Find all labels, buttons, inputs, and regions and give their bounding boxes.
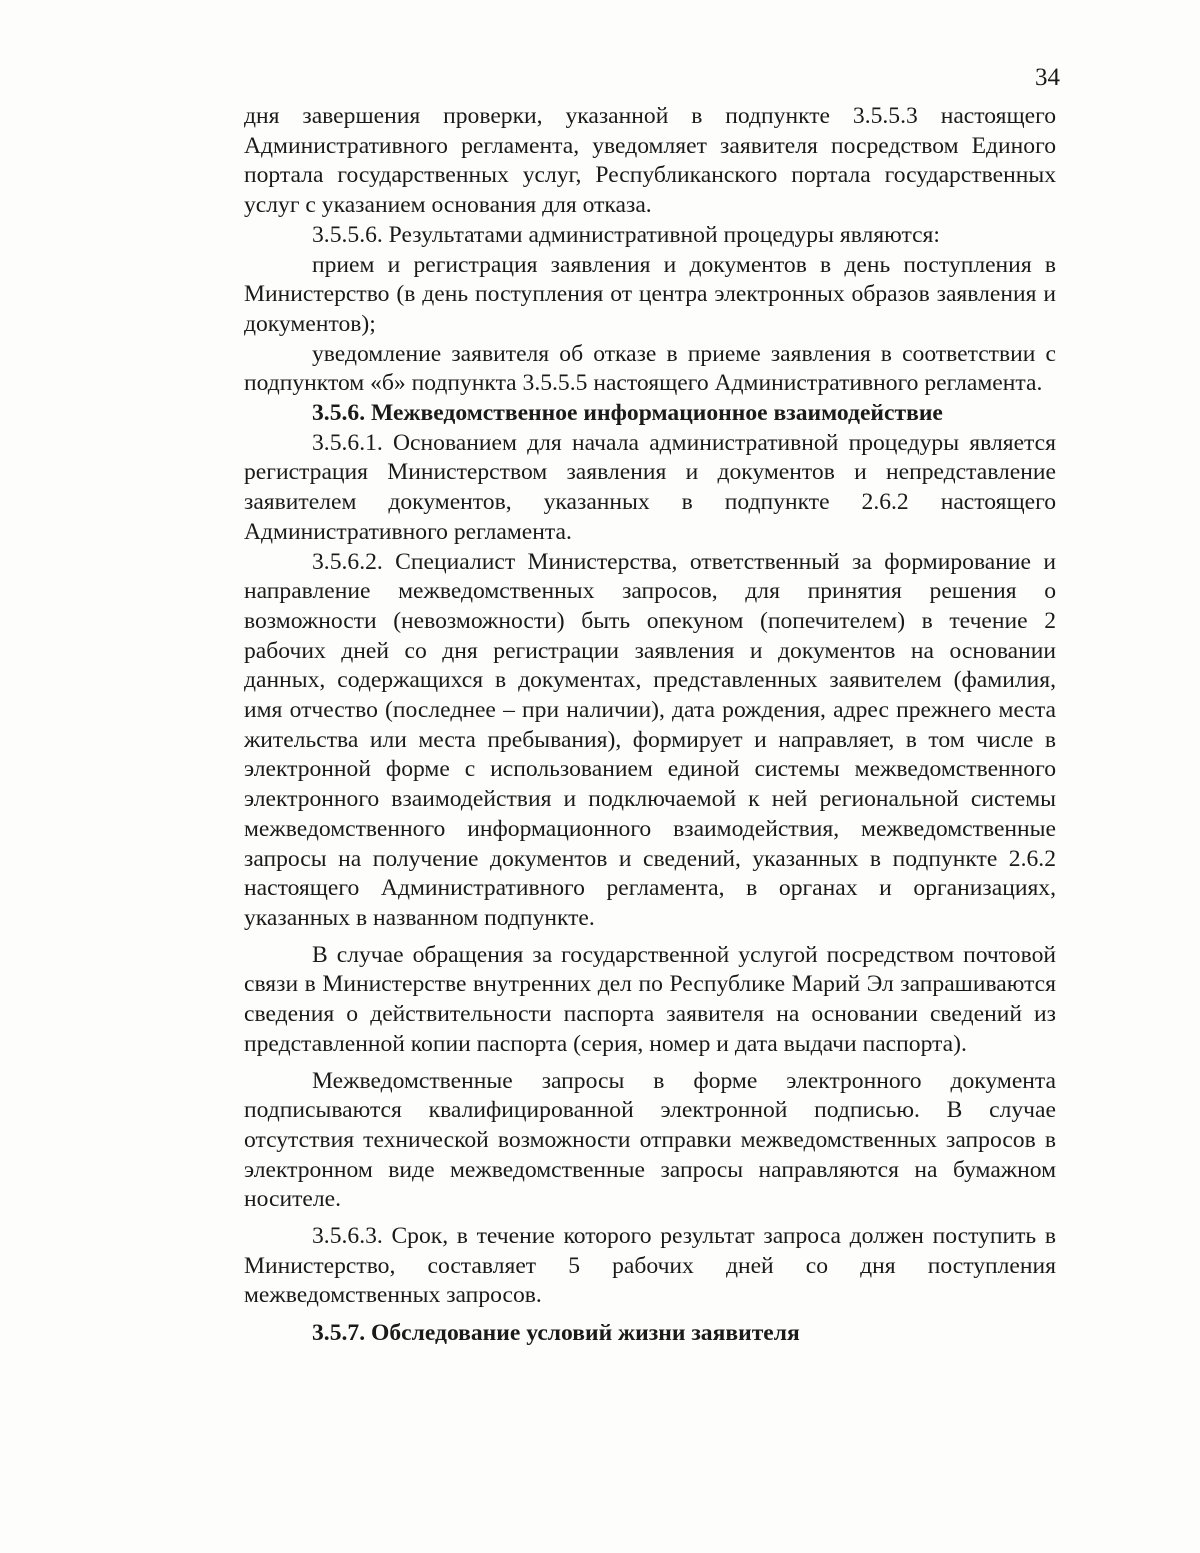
paragraph-electronic-signature: Межведомственные запросы в форме электронного документа подписываются квалифицированной электронной подписью. В случае отсутствия технической возможности отправки межведомственных запросов в электронном виде межведомственные запросы направляются на бумажном носителе.	[244, 1067, 1056, 1213]
section-heading-3-5-7: 3.5.7. Обследование условий жизни заявителя	[312, 1320, 800, 1347]
section-heading-3-5-6: 3.5.6. Межведомственное информационное взаимодействие	[312, 400, 943, 427]
paragraph-notification-continuation: дня завершения проверки, указанной в подпункте 3.5.5.3 настоящего Административного регламента, уведомляет заявителя посредством Единого портала государственных услуг, Республиканского портала государственных услуг с указанием основания для отказа.	[244, 103, 1056, 219]
paragraph-refusal-notice: уведомление заявителя об отказе в приеме заявления в соответствии с подпунктом «б» подпункта 3.5.5.5 настоящего Административного регламента.	[244, 340, 1056, 397]
page-number: 34	[1035, 64, 1060, 91]
paragraph-3-5-6-2: 3.5.6.2. Специалист Министерства, ответственный за формирование и направление межведомственных запросов, для принятия решения о возможности (невозможности) быть опекуном (попечителем) в течение 2 рабочих дней со дня регистрации заявления и документов на основании данных, содержащихся в документах, представленных заявителем (фамилия, имя отчество (последнее – при наличии), дата рождения, адрес прежнего места жительства или места пребывания), формирует и направляет, в том числе в электронной форме с использованием единой системы межведомственного электронного взаимодействия и подключаемой к ней региональной системы межведомственного информационного взаимодействия, межведомственные запросы на получение документов и сведений, указанных в подпункте 2.6.2 настоящего Административного регламента, в органах и организациях, указанных в названном подпункте.	[244, 548, 1056, 931]
paragraph-3-5-6-1: 3.5.6.1. Основанием для начала административной процедуры является регистрация Министерством заявления и документов и непредставление заявителем документов, указанных в подпункте 2.6.2 настоящего Административного регламента.	[244, 429, 1056, 545]
paragraph-postal-request: В случае обращения за государственной услугой посредством почтовой связи в Министерстве внутренних дел по Республике Марий Эл запрашиваются сведения о действительности паспорта заявителя на основании сведений из представленной копии паспорта (серия, номер и дата выдачи паспорта).	[244, 941, 1056, 1057]
document-body	[244, 102, 1056, 1349]
paragraph-3-5-5-6: 3.5.5.6. Результатами административной процедуры являются:	[312, 221, 940, 248]
paragraph-reception-registration: прием и регистрация заявления и документов в день поступления в Министерство (в день поступления от центра электронных образов заявления и документов);	[244, 251, 1056, 337]
paragraph-3-5-6-3: 3.5.6.3. Срок, в течение которого результат запроса должен поступить в Министерство, составляет 5 рабочих дней со дня поступления межведомственных запросов.	[244, 1223, 1056, 1309]
